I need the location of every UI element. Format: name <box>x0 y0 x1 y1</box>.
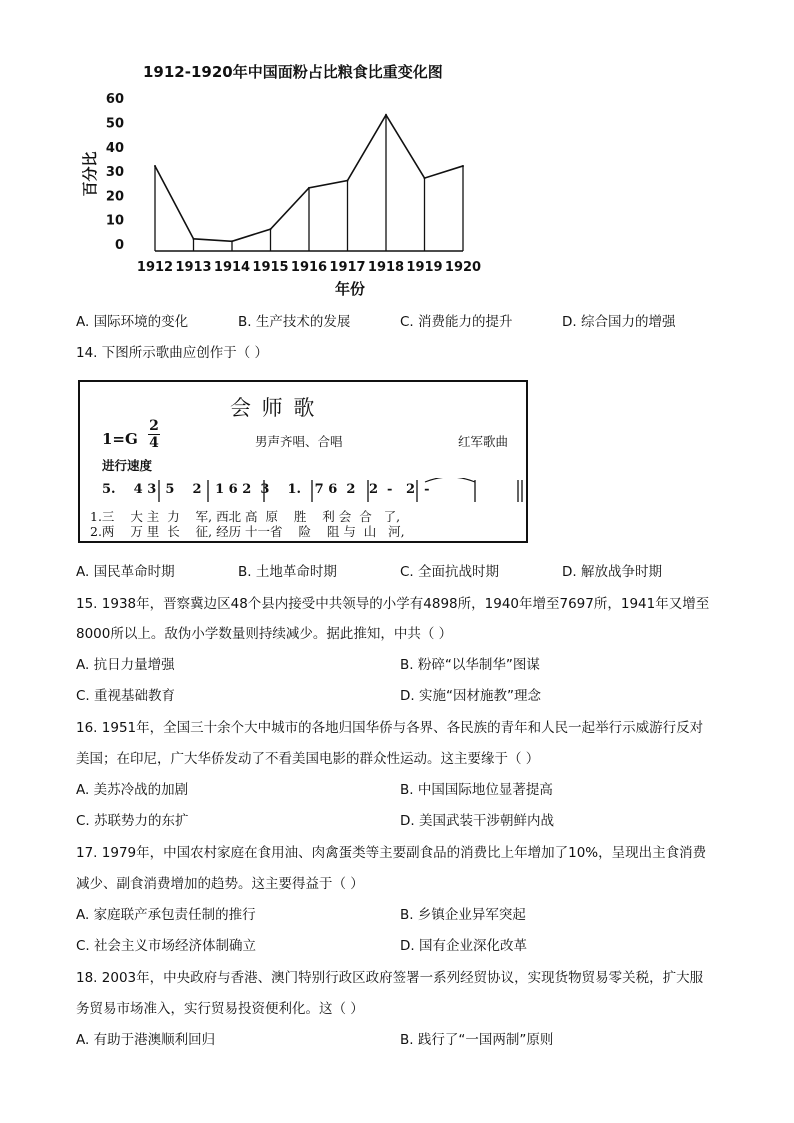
q13-option-d[interactable]: D. 综合国力的增强 <box>562 314 676 330</box>
q14-stem: 14. 下图所示歌曲应创作于（ ） <box>76 345 269 361</box>
q17-option-a[interactable]: A. 家庭联产承包责任制的推行 <box>76 907 256 923</box>
x-tick-label: 1918 <box>367 260 405 275</box>
x-tick-label: 1914 <box>213 260 251 275</box>
x-tick-label: 1920 <box>444 260 482 275</box>
q16-option-d[interactable]: D. 美国武装干涉朝鲜内战 <box>400 813 554 829</box>
data-point-1915 <box>270 228 272 230</box>
q15-stem-line-2: 8000所以上。敌伪小学数量则持续减少。据此推知，中共（ ） <box>76 626 453 642</box>
q18-option-a[interactable]: A. 有助于港澳顺利回归 <box>76 1032 216 1048</box>
x-tick-label: 1912 <box>136 260 174 275</box>
q14-option-d[interactable]: D. 解放战争时期 <box>562 564 662 580</box>
q16-stem-line-2: 美国；在印尼，广大华侨发动了不看美国电影的群众性运动。这主要缘于（ ） <box>76 751 540 767</box>
x-tick-label: 1919 <box>406 260 443 275</box>
q17-option-b[interactable]: B. 乡镇企业异军突起 <box>400 907 526 923</box>
song-title: 会 师 歌 <box>230 396 317 420</box>
y-tick-label: 0 <box>114 238 124 253</box>
x-tick-label: 1917 <box>329 260 366 275</box>
q14-option-a[interactable]: A. 国民革命时期 <box>76 564 175 580</box>
y-tick-label: 40 <box>105 140 124 156</box>
q17-stem-line-1: 17. 1979年，中国农村家庭在食用油、肉禽蛋类等主要副食品的消费比上年增加了10%，呈现出主食消费 <box>76 845 707 861</box>
q17-option-c[interactable]: C. 社会主义市场经济体制确立 <box>76 938 257 954</box>
time-numerator: 2 <box>149 418 159 434</box>
q15-stem-line-1: 15. 1938年，晋察冀边区48个县内接受中共领导的小学有4898所，1940年增至7697所，1941年又增至 <box>76 596 710 612</box>
q18-stem-line-1: 18. 2003年，中央政府与香港、澳门特别行政区政府签署一系列经贸协议，实现货物贸易零关税，扩大服 <box>76 970 704 986</box>
q14-option-c[interactable]: C. 全面抗战时期 <box>400 564 500 580</box>
song-lyric-1: 1.三 大 主 力 军, 西北 高 原 胜 利 会 合 了, <box>90 509 401 524</box>
data-point-1912 <box>154 165 156 167</box>
song-lyric-2: 2.两 万 里 长 征, 经历 十一省 险 阻 与 山 河, <box>90 524 405 539</box>
song-source: 红军歌曲 <box>458 434 509 449</box>
data-point-1917 <box>347 180 349 182</box>
data-point-1918 <box>385 114 387 116</box>
time-denominator: 4 <box>149 435 159 451</box>
y-tick-label: 50 <box>105 116 124 132</box>
q15-option-a[interactable]: A. 抗日力量增强 <box>76 657 175 673</box>
q14-option-b[interactable]: B. 土地革命时期 <box>238 564 337 580</box>
x-tick-label: 1915 <box>252 260 289 275</box>
data-point-1914 <box>231 240 233 242</box>
q18-option-b[interactable]: B. 践行了“一国两制”原则 <box>400 1032 554 1048</box>
data-point-1913 <box>193 238 195 240</box>
song-score-figure <box>78 380 528 543</box>
q15-option-d[interactable]: D. 实施“因材施教”理念 <box>400 688 541 704</box>
q16-option-a[interactable]: A. 美苏冷战的加剧 <box>76 782 189 798</box>
q17-stem-line-2: 减少、副食消费增加的趋势。这主要得益于（ ） <box>76 876 364 892</box>
data-point-1916 <box>308 187 310 189</box>
x-tick-label: 1916 <box>290 260 328 275</box>
q16-stem-line-1: 16. 1951年，全国三十余个大中城市的各地归国华侨与各界、各民族的青年和人民一起举行示威游行反对 <box>76 720 704 736</box>
q16-option-c[interactable]: C. 苏联势力的东扩 <box>76 813 189 829</box>
song-tempo: 进行速度 <box>102 458 153 473</box>
bar-lines <box>80 478 530 508</box>
y-tick-label: 60 <box>105 92 124 108</box>
x-axis-label: 年份 <box>334 280 366 298</box>
data-point-1919 <box>424 177 426 179</box>
time-signature <box>148 419 160 450</box>
y-tick-label: 10 <box>105 213 124 229</box>
q17-option-d[interactable]: D. 国有企业深化改革 <box>400 938 527 954</box>
y-axis-label: 百分比 <box>81 151 99 197</box>
x-tick-label: 1913 <box>175 260 212 275</box>
q13-option-b[interactable]: B. 生产技术的发展 <box>238 314 351 330</box>
q15-option-c[interactable]: C. 重视基础教育 <box>76 688 176 704</box>
q15-option-b[interactable]: B. 粉碎“以华制华”图谋 <box>400 657 540 673</box>
y-tick-label: 20 <box>105 189 124 205</box>
data-point-1920 <box>462 165 464 167</box>
q13-option-c[interactable]: C. 消费能力的提升 <box>400 314 513 330</box>
y-tick-label: 30 <box>105 165 124 181</box>
q18-stem-line-2: 务贸易市场准入，实行贸易投资便利化。这（ ） <box>76 1001 364 1017</box>
song-notes: 5. 4 3 5 2 1 6 2 3 1. 7 6 2 2 - 2 - <box>102 482 430 497</box>
song-key: 1=G <box>102 430 138 448</box>
chart-title: 1912-1920年中国面粉占比粮食比重变化图 <box>143 63 443 81</box>
q13-option-a[interactable]: A. 国际环境的变化 <box>76 314 189 330</box>
song-voice: 男声齐唱、合唱 <box>255 434 343 449</box>
q16-option-b[interactable]: B. 中国国际地位显著提高 <box>400 782 553 798</box>
flour-share-line-chart <box>75 82 495 307</box>
